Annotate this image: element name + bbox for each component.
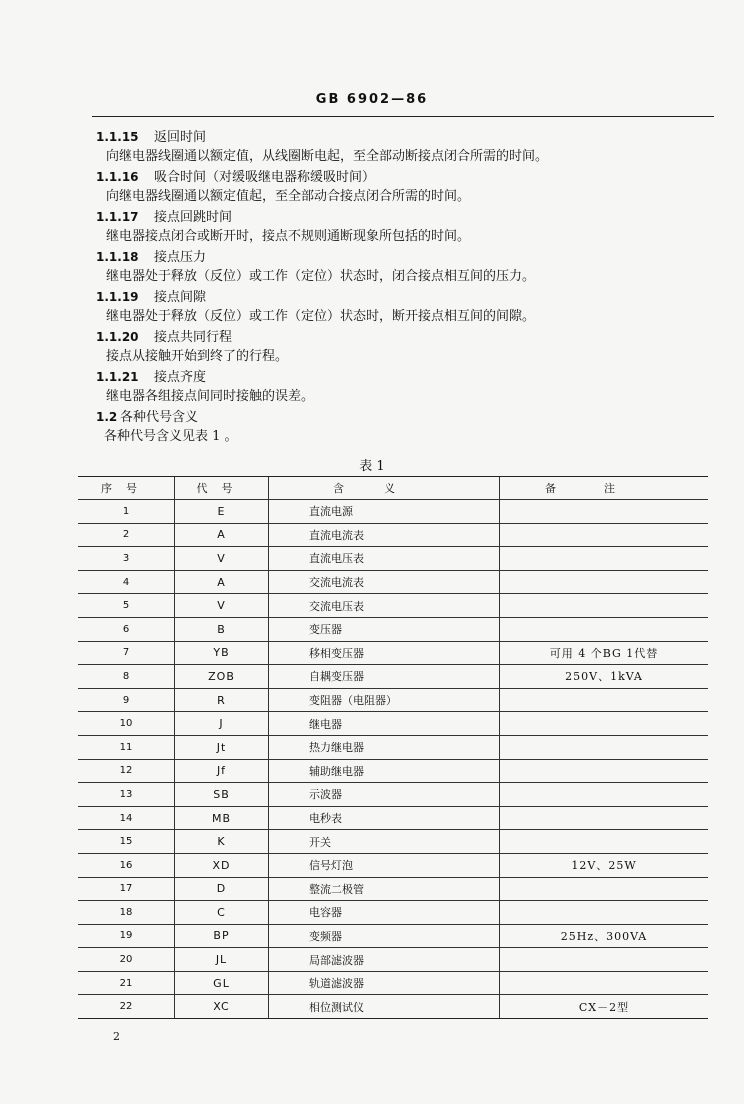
row-code: C <box>175 901 269 925</box>
table-row <box>78 735 708 759</box>
definition-number: 1.1.19 <box>96 290 139 304</box>
definition-body: 向继电器线圈通以额定值起，至全部动合接点闭合所需的时间。 <box>106 189 471 204</box>
definition-title: 接点共同行程 <box>154 330 233 345</box>
table-row <box>78 924 708 948</box>
row-index: 17 <box>78 877 175 901</box>
row-code: XD <box>175 853 269 877</box>
row-remarks: 250V、1kVA <box>500 665 709 689</box>
code-meaning-table <box>78 476 708 1019</box>
row-meaning: 直流电流表 <box>269 523 500 547</box>
document-code: GB 6902—86 <box>315 92 429 107</box>
definition-term <box>96 287 716 307</box>
definition-number: 1.1.17 <box>96 210 139 224</box>
row-index: 22 <box>78 995 175 1019</box>
row-index: 2 <box>78 523 175 547</box>
definition-body: 继电器处于释放（反位）或工作（定位）状态时，闭合接点相互间的压力。 <box>106 269 536 284</box>
definition-body: 接点从接触开始到终了的行程。 <box>106 349 289 364</box>
row-code: J <box>175 712 269 736</box>
row-index: 5 <box>78 594 175 618</box>
row-code: A <box>175 570 269 594</box>
table-row <box>78 523 708 547</box>
row-index: 13 <box>78 783 175 807</box>
row-meaning: 自耦变压器 <box>269 665 500 689</box>
table-row <box>78 995 708 1019</box>
row-index: 7 <box>78 641 175 665</box>
table-row <box>78 665 708 689</box>
row-meaning: 变压器 <box>269 617 500 641</box>
table-row <box>78 641 708 665</box>
row-index: 12 <box>78 759 175 783</box>
row-code: A <box>175 523 269 547</box>
row-code: V <box>175 594 269 618</box>
row-meaning: 移相变压器 <box>269 641 500 665</box>
row-index: 15 <box>78 830 175 854</box>
definition-body: 继电器各组接点间同时接触的误差。 <box>106 389 315 404</box>
row-meaning: 辅助继电器 <box>269 759 500 783</box>
row-remarks <box>500 830 709 854</box>
definitions-section <box>96 127 716 447</box>
row-meaning: 整流二极管 <box>269 877 500 901</box>
definition-title: 接点间隙 <box>154 290 207 305</box>
section-heading <box>96 407 716 427</box>
row-remarks <box>500 901 709 925</box>
row-meaning: 变阻器（电阻器） <box>269 688 500 712</box>
row-index: 4 <box>78 570 175 594</box>
definition-number: 1.1.18 <box>96 250 139 264</box>
row-code: YB <box>175 641 269 665</box>
header-rule <box>92 116 714 117</box>
table-row <box>78 688 708 712</box>
definition-title: 返回时间 <box>154 130 207 145</box>
row-index: 8 <box>78 665 175 689</box>
definition-number: 1.1.20 <box>96 330 139 344</box>
row-remarks <box>500 806 709 830</box>
definition-term <box>96 167 716 187</box>
definition-title: 接点齐度 <box>154 370 207 385</box>
section-number: 1.2 <box>96 410 118 424</box>
row-meaning: 直流电压表 <box>269 547 500 571</box>
row-index: 6 <box>78 617 175 641</box>
row-code: B <box>175 617 269 641</box>
row-meaning: 示波器 <box>269 783 500 807</box>
row-code: Jt <box>175 735 269 759</box>
row-index: 20 <box>78 948 175 972</box>
table-row <box>78 948 708 972</box>
row-code: V <box>175 547 269 571</box>
definition-number: 1.1.21 <box>96 370 139 384</box>
row-meaning: 电容器 <box>269 901 500 925</box>
row-index: 16 <box>78 853 175 877</box>
row-code: GL <box>175 971 269 995</box>
row-meaning: 交流电压表 <box>269 594 500 618</box>
row-index: 9 <box>78 688 175 712</box>
definition-number: 1.1.15 <box>96 130 139 144</box>
definition-number: 1.1.16 <box>96 170 139 184</box>
row-remarks <box>500 759 709 783</box>
row-meaning: 继电器 <box>269 712 500 736</box>
row-meaning: 直流电源 <box>269 500 500 524</box>
definition-term <box>96 327 716 347</box>
definition-title: 接点回跳时间 <box>154 210 233 225</box>
table-title: 表 1 <box>359 459 385 474</box>
row-remarks <box>500 547 709 571</box>
definition-term <box>96 367 716 387</box>
row-remarks <box>500 948 709 972</box>
section-body: 各种代号含义见表 1 。 <box>104 429 238 444</box>
row-remarks: 25Hz、300VA <box>500 924 709 948</box>
row-code: R <box>175 688 269 712</box>
row-index: 21 <box>78 971 175 995</box>
definition-body: 继电器处于释放（反位）或工作（定位）状态时，断开接点相互间的间隙。 <box>106 309 536 324</box>
definition-title: 吸合时间（对缓吸继电器称缓吸时间） <box>154 170 376 185</box>
table-row <box>78 547 708 571</box>
row-meaning: 电秒表 <box>269 806 500 830</box>
row-remarks <box>500 877 709 901</box>
header-index: 序号 <box>78 477 175 500</box>
table-row <box>78 877 708 901</box>
row-index: 1 <box>78 500 175 524</box>
row-remarks: 可用 4 个BG 1代替 <box>500 641 709 665</box>
row-code: K <box>175 830 269 854</box>
row-meaning: 开关 <box>269 830 500 854</box>
definition-body: 向继电器线圈通以额定值，从线圈断电起，至全部动断接点闭合所需的时间。 <box>106 149 549 164</box>
row-index: 10 <box>78 712 175 736</box>
row-meaning: 轨道滤波器 <box>269 971 500 995</box>
header-code: 代号 <box>175 477 269 500</box>
row-code: XC <box>175 995 269 1019</box>
row-meaning: 交流电流表 <box>269 570 500 594</box>
row-index: 18 <box>78 901 175 925</box>
row-meaning: 局部滤波器 <box>269 948 500 972</box>
row-code: MB <box>175 806 269 830</box>
table-row <box>78 500 708 524</box>
table-header-row <box>78 477 708 500</box>
table-row <box>78 594 708 618</box>
row-meaning: 热力继电器 <box>269 735 500 759</box>
table-row <box>78 830 708 854</box>
row-meaning: 变频器 <box>269 924 500 948</box>
row-remarks <box>500 500 709 524</box>
row-code: SB <box>175 783 269 807</box>
row-remarks: CX－2型 <box>500 995 709 1019</box>
header-meaning: 含义 <box>269 477 500 500</box>
row-remarks <box>500 712 709 736</box>
table-row <box>78 971 708 995</box>
row-remarks <box>500 570 709 594</box>
row-meaning: 相位测试仪 <box>269 995 500 1019</box>
table-row <box>78 759 708 783</box>
row-code: D <box>175 877 269 901</box>
row-index: 19 <box>78 924 175 948</box>
page-number: 2 <box>113 1030 120 1043</box>
definition-body: 继电器接点闭合或断开时，接点不规则通断现象所包括的时间。 <box>106 229 471 244</box>
row-index: 11 <box>78 735 175 759</box>
definition-term <box>96 247 716 267</box>
table-row <box>78 783 708 807</box>
row-code: BP <box>175 924 269 948</box>
row-remarks <box>500 523 709 547</box>
row-remarks: 12V、25W <box>500 853 709 877</box>
section-title: 各种代号含义 <box>120 410 199 425</box>
row-code: Jf <box>175 759 269 783</box>
row-code: E <box>175 500 269 524</box>
row-meaning: 信号灯泡 <box>269 853 500 877</box>
row-code: JL <box>175 948 269 972</box>
row-remarks <box>500 688 709 712</box>
table-row <box>78 712 708 736</box>
table-row <box>78 570 708 594</box>
row-code: ZOB <box>175 665 269 689</box>
row-remarks <box>500 971 709 995</box>
row-index: 14 <box>78 806 175 830</box>
table-row <box>78 617 708 641</box>
header-remarks: 备注 <box>500 477 709 500</box>
row-index: 3 <box>78 547 175 571</box>
table-row <box>78 806 708 830</box>
row-remarks <box>500 594 709 618</box>
table-row <box>78 901 708 925</box>
row-remarks <box>500 617 709 641</box>
table-row <box>78 853 708 877</box>
definition-term <box>96 207 716 227</box>
row-remarks <box>500 735 709 759</box>
row-remarks <box>500 783 709 807</box>
definition-term <box>96 127 716 147</box>
definition-title: 接点压力 <box>154 250 207 265</box>
